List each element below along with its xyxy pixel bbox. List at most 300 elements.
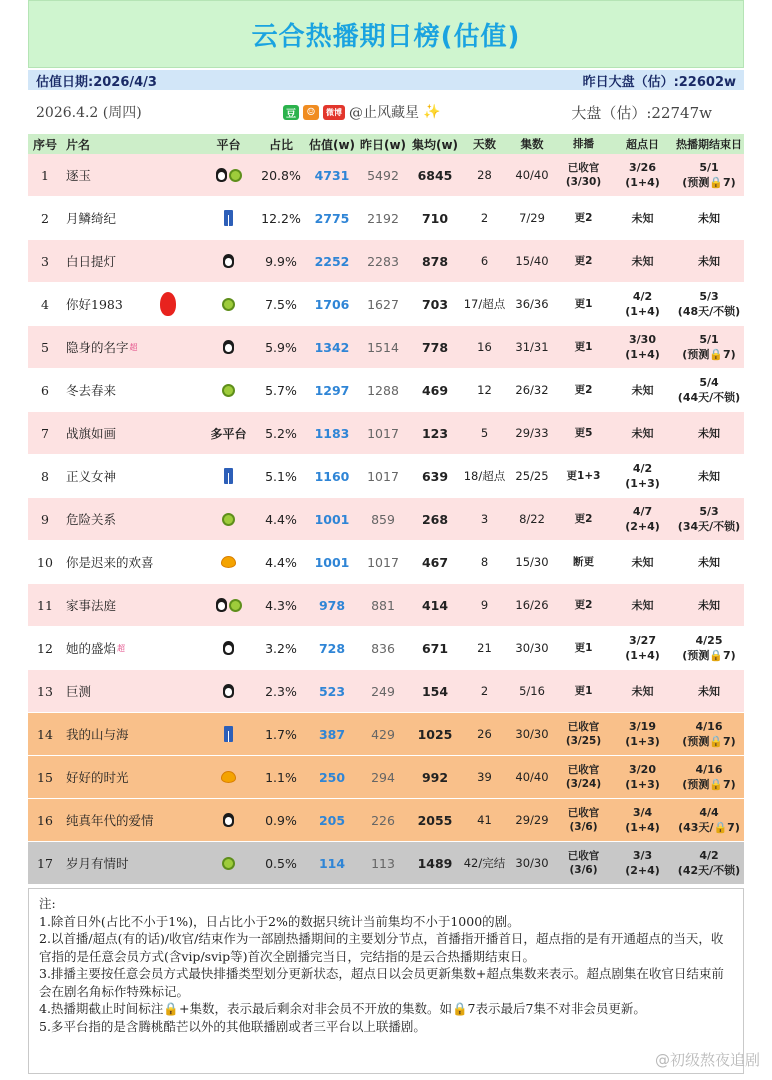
table-row (28, 455, 744, 498)
estimate-value: 205 (318, 812, 346, 828)
header-avg: 集均(w) (411, 137, 459, 152)
schedule (556, 211, 611, 225)
rank-no: 13 (37, 683, 53, 699)
episode-avg: 671 (421, 640, 449, 656)
title-cell (62, 166, 202, 184)
episode-avg: 469 (421, 382, 449, 398)
end-day-main: 4/4 (699, 806, 719, 819)
end-day (674, 211, 744, 226)
schedule-main: 更1 (574, 642, 593, 654)
show-title: 冬去春来 (66, 383, 117, 398)
peak-day (611, 289, 674, 319)
episode-avg: 467 (421, 554, 449, 570)
end-day (674, 289, 744, 319)
jeans-icon (224, 210, 233, 226)
schedule (556, 806, 611, 834)
end-day-sub: (预测🔒7) (682, 348, 736, 361)
episode-avg: 703 (421, 296, 449, 312)
end-day-main: 5/4 (699, 376, 719, 389)
share-pct: 0.9% (265, 812, 297, 828)
episode-count: 25/25 (515, 469, 549, 483)
end-day-main: 5/3 (699, 290, 719, 303)
rank-no: 1 (41, 167, 49, 183)
peak-day (611, 719, 674, 749)
note-line: 注: (39, 896, 56, 911)
show-title: 白日提灯 (66, 254, 117, 269)
schedule (556, 720, 611, 748)
estimate-value: 387 (318, 726, 346, 742)
schedule-main: 更2 (574, 255, 593, 267)
peak-day-sub: (1+3) (625, 735, 660, 748)
peak-day-main: 4/2 (632, 462, 653, 475)
header-sched: 排播 (573, 138, 594, 150)
days-count: 39 (477, 770, 492, 784)
peak-day-main: 3/19 (629, 720, 656, 733)
schedule-main: 断更 (573, 556, 594, 568)
watermark: @初级熬夜追剧 (654, 1051, 760, 1069)
schedule-sub: (3/24) (565, 778, 602, 790)
episode-count: 29/29 (515, 813, 549, 827)
schedule-sub: (3/25) (565, 735, 602, 747)
table-row (28, 412, 744, 455)
end-day-main: 4/2 (699, 849, 719, 862)
title-cell (62, 854, 202, 872)
schedule-main: 更1+3 (566, 470, 601, 482)
mango-icon (221, 556, 236, 568)
schedule-main: 已收官 (567, 850, 600, 862)
schedule-main: 更5 (574, 427, 593, 439)
header-platform: 平台 (216, 137, 241, 152)
title-banner (28, 0, 744, 68)
share-pct: 4.4% (265, 554, 297, 570)
days-count: 41 (477, 813, 492, 827)
end-day (674, 426, 744, 441)
end-day-sub: (48天/不锁) (677, 305, 741, 318)
show-title: 危险关系 (66, 512, 117, 527)
peak-day-main: 3/4 (632, 806, 653, 819)
peak-day (611, 461, 674, 491)
note-line: 1.除首日外(占比不小于1%)，日占比小于2%的数据只统计当前集均不小于1000的剧。 (39, 913, 520, 929)
peak-day (611, 555, 674, 570)
schedule-sub: (3/30) (565, 176, 602, 188)
peak-day-sub: (1+4) (625, 821, 660, 834)
kiwi-icon (229, 599, 242, 612)
episode-count: 40/40 (515, 770, 549, 784)
episode-count: 16/26 (515, 598, 549, 612)
show-title: 你好1983 (66, 297, 123, 312)
penguin-icon (223, 684, 234, 698)
title-cell (62, 252, 202, 270)
peak-day (611, 504, 674, 534)
schedule (556, 254, 611, 268)
peak-day (611, 633, 674, 663)
prev-value: 881 (371, 597, 395, 613)
episode-count: 40/40 (515, 168, 549, 182)
share-pct: 20.8% (261, 167, 301, 183)
schedule-main: 已收官 (567, 807, 600, 819)
estimate-value: 728 (318, 640, 346, 656)
kiwi-icon (222, 384, 235, 397)
share-pct: 5.9% (265, 339, 297, 355)
share-pct: 1.7% (265, 726, 297, 742)
end-day-main: 5/1 (699, 161, 719, 174)
table-row (28, 713, 744, 756)
share-pct: 12.2% (261, 210, 301, 226)
peak-day (611, 598, 674, 613)
end-day (674, 719, 744, 749)
prev-value: 836 (371, 640, 395, 656)
schedule (556, 297, 611, 311)
note-line: 4.热播期截止时间标注🔒+集数，表示最后剩余对非会员不开放的集数。如🔒7表示最后7集不对非会员更新。 (39, 1001, 646, 1016)
table-row (28, 799, 744, 842)
rank-no: 15 (37, 769, 53, 785)
show-title: 你是迟来的欢喜 (66, 555, 154, 570)
schedule (556, 426, 611, 440)
kiwi-icon (222, 513, 235, 526)
header-prev: 昨日(w) (359, 137, 407, 152)
peak-day-sub: (2+4) (625, 520, 660, 533)
douban-logo-icon: 豆 (283, 105, 299, 120)
peak-day-main: 4/2 (632, 290, 653, 303)
show-title: 岁月有情时 (66, 856, 129, 871)
penguin-icon (223, 340, 234, 354)
report-date: 2026.4.2 (周四) (36, 105, 142, 121)
end-day-sub: (44天/不锁) (677, 391, 741, 404)
platform-cell (202, 726, 255, 742)
end-day (674, 469, 744, 484)
kiwi-icon (229, 169, 242, 182)
table-row (28, 842, 744, 885)
peak-day (611, 254, 674, 269)
yesterday-total: 昨日大盘（估）:22602w (582, 74, 736, 90)
peak-day-main: 未知 (631, 211, 654, 225)
episode-avg: 154 (421, 683, 449, 699)
days-count: 9 (480, 598, 489, 612)
info-bar (28, 91, 744, 133)
schedule (556, 469, 611, 483)
title-cell (62, 381, 202, 399)
end-day-main: 未知 (698, 598, 720, 612)
prev-value: 1017 (367, 554, 399, 570)
prev-value: 1017 (367, 425, 399, 441)
show-title: 好好的时光 (66, 770, 129, 785)
schedule-main: 已收官 (567, 721, 600, 733)
peak-day-main: 未知 (631, 598, 654, 612)
peak-day-main: 未知 (631, 383, 654, 397)
end-day-sub: (34天/不锁) (677, 520, 741, 533)
end-day (674, 504, 744, 534)
peak-day-sub: (1+4) (625, 176, 660, 189)
estimate-value: 1342 (314, 339, 350, 355)
prev-value: 2192 (367, 210, 399, 226)
episode-avg: 2055 (417, 812, 453, 828)
schedule-main: 更2 (574, 212, 593, 224)
schedule (556, 555, 611, 569)
end-day-main: 4/16 (695, 720, 723, 733)
prev-value: 859 (371, 511, 395, 527)
header-no: 序号 (32, 137, 57, 152)
peak-day (611, 211, 674, 226)
peak-day-sub: (1+4) (625, 305, 660, 318)
end-day (674, 598, 744, 613)
end-day-main: 未知 (698, 555, 720, 569)
end-day (674, 848, 744, 878)
title-cell (62, 682, 202, 700)
page-title: 云合热播期日榜(估值) (251, 21, 521, 52)
peak-day (611, 160, 674, 190)
table-body (28, 154, 744, 885)
prev-value: 1514 (367, 339, 399, 355)
end-day-sub: (预测🔒7) (682, 649, 736, 662)
show-title: 我的山与海 (66, 727, 129, 742)
episode-count: 30/30 (515, 727, 549, 741)
platform-cell (202, 384, 255, 397)
estimate-value: 1297 (314, 382, 350, 398)
title-cell (62, 639, 202, 657)
rank-no: 6 (41, 382, 49, 398)
table-row (28, 670, 744, 713)
table-row (28, 541, 744, 584)
jeans-icon (224, 726, 233, 742)
penguin-icon (223, 813, 234, 827)
episode-count: 5/16 (519, 684, 545, 698)
note-line: 2.以首播/超点(有的话)/收官/结束作为一部剧热播期间的主要划分节点，首播指开播首日，超点指的是有开通超点的当天，收官指的是任意会员方式(含vip/svip等)首次全剧播完当日，完结指的是云合热播期结束日。 (39, 931, 724, 964)
peak-day-sub: (1+4) (625, 348, 660, 361)
platform-cell (202, 168, 255, 182)
days-count: 42/完结 (463, 856, 506, 870)
estimate-value: 250 (318, 769, 346, 785)
end-day (674, 375, 744, 405)
end-day-sub: (预测🔒7) (682, 735, 736, 748)
peak-day-main: 4/7 (632, 505, 653, 518)
weibo-badge-icon: 微博 (323, 105, 345, 120)
peak-day (611, 762, 674, 792)
header-end: 热播期结束日 (676, 137, 742, 151)
date-bar (28, 70, 744, 90)
red-sticker-icon (160, 292, 176, 316)
episode-avg: 123 (421, 425, 449, 441)
peak-day-sub: (2+4) (625, 864, 660, 877)
penguin-icon (216, 168, 227, 182)
note-line: 5.多平台指的是含腾桃酷芒以外的其他联播剧或者三平台以上联播剧。 (39, 1018, 426, 1034)
episode-avg: 778 (421, 339, 449, 355)
prev-value: 113 (371, 855, 395, 871)
kiwi-icon (222, 298, 235, 311)
peak-day-sub: (1+3) (625, 477, 660, 490)
title-cell (62, 811, 202, 829)
show-title: 纯真年代的爱情 (66, 813, 154, 828)
title-cell (62, 338, 202, 356)
title-cell (62, 596, 202, 614)
episode-count: 8/22 (519, 512, 545, 526)
days-count: 21 (477, 641, 492, 655)
peak-mark: 超 (117, 643, 126, 653)
prev-value: 2283 (367, 253, 399, 269)
today-total: 大盘（估）:22747w (571, 103, 712, 122)
table-row (28, 369, 744, 412)
share-pct: 4.3% (265, 597, 297, 613)
prev-value: 1627 (367, 296, 399, 312)
peak-day-main: 3/20 (629, 763, 656, 776)
peak-day-sub: (1+3) (625, 778, 660, 791)
episode-avg: 1489 (417, 855, 453, 871)
episode-count: 7/29 (519, 211, 545, 225)
days-count: 3 (480, 512, 489, 526)
end-day-sub: (预测🔒7) (682, 778, 736, 791)
rank-no: 2 (41, 210, 49, 226)
schedule-main: 更2 (574, 599, 593, 611)
prev-value: 5492 (367, 167, 399, 183)
estimate-value: 523 (318, 683, 346, 699)
estimate-value: 1001 (314, 511, 350, 527)
platform-cell (202, 556, 255, 568)
end-day-main: 未知 (698, 254, 720, 268)
header-eps: 集数 (520, 137, 544, 151)
header-pct: 占比 (268, 137, 293, 152)
schedule (556, 763, 611, 791)
peak-day-main: 3/26 (629, 161, 656, 174)
schedule (556, 598, 611, 612)
schedule-main: 更1 (574, 341, 593, 353)
prev-value: 1288 (367, 382, 399, 398)
schedule-main: 已收官 (567, 162, 600, 174)
peak-day-sub: (1+4) (625, 649, 660, 662)
episode-count: 15/30 (515, 555, 549, 569)
table-header (28, 134, 744, 154)
estimate-value: 2252 (314, 253, 350, 269)
episode-avg: 1025 (417, 726, 453, 742)
schedule-main: 已收官 (567, 764, 600, 776)
peak-day-main: 未知 (631, 426, 654, 440)
end-day-main: 未知 (698, 469, 720, 483)
platform-cell (202, 425, 255, 442)
rank-no: 5 (41, 339, 49, 355)
episode-avg: 268 (421, 511, 449, 527)
share-pct: 2.3% (265, 683, 297, 699)
end-day (674, 762, 744, 792)
peak-day (611, 848, 674, 878)
peak-day-main: 未知 (631, 555, 654, 569)
peak-mark: 超 (129, 342, 138, 352)
rank-no: 11 (37, 597, 53, 613)
end-day (674, 254, 744, 269)
note-line: 3.排播主要按任意会员方式最快排播类型划分更新状态，超点日以会员更新集数+超点集数来表示。超点剧集在收官日结束前会在剧名角标作特殊标记。 (39, 966, 724, 999)
estimate-value: 1160 (314, 468, 350, 484)
schedule (556, 684, 611, 698)
schedule (556, 512, 611, 526)
end-day-main: 未知 (698, 211, 720, 225)
estimate-value: 1001 (314, 554, 350, 570)
show-title: 战旗如画 (66, 426, 117, 441)
table-row (28, 154, 744, 197)
show-title: 巨测 (66, 684, 92, 699)
schedule (556, 340, 611, 354)
platform-cell (202, 771, 255, 783)
show-title: 家事法庭 (66, 598, 117, 613)
end-day-sub: (预测🔒7) (682, 176, 736, 189)
table-row (28, 326, 744, 369)
days-count: 12 (477, 383, 492, 397)
days-count: 26 (477, 727, 492, 741)
penguin-icon (223, 254, 234, 268)
header-value: 估值(w) (308, 137, 356, 152)
title-cell (62, 292, 202, 316)
share-pct: 5.2% (265, 425, 297, 441)
episode-avg: 710 (421, 210, 449, 226)
episode-count: 26/32 (515, 383, 549, 397)
schedule-sub: (3/6) (569, 821, 598, 833)
table-row (28, 627, 744, 670)
end-day-main: 4/25 (695, 634, 723, 647)
share-pct: 1.1% (265, 769, 297, 785)
author-handle: @止风藏星 (349, 105, 419, 121)
schedule (556, 849, 611, 877)
platform-cell (202, 684, 255, 698)
table-row (28, 584, 744, 627)
episode-avg: 639 (421, 468, 449, 484)
episode-count: 30/30 (515, 856, 549, 870)
episode-count: 29/33 (515, 426, 549, 440)
rank-no: 17 (37, 855, 53, 871)
peak-day-main: 未知 (631, 684, 654, 698)
show-title: 逐玉 (66, 168, 92, 183)
share-pct: 0.5% (265, 855, 297, 871)
share-pct: 9.9% (265, 253, 297, 269)
platform-cell (202, 254, 255, 268)
penguin-icon (216, 598, 227, 612)
prev-value: 429 (371, 726, 395, 742)
estimate-value: 2775 (314, 210, 350, 226)
episode-avg: 878 (421, 253, 449, 269)
penguin-icon (223, 641, 234, 655)
days-count: 6 (480, 254, 489, 268)
episode-avg: 6845 (417, 167, 453, 183)
ranking-table (28, 134, 744, 885)
platform-cell (202, 468, 255, 484)
days-count: 16 (477, 340, 492, 354)
title-cell (62, 209, 202, 227)
platform-cell (202, 210, 255, 226)
days-count: 28 (477, 168, 492, 182)
notes-box (28, 888, 744, 1074)
peak-day (611, 805, 674, 835)
platform-cell (202, 598, 255, 612)
table-row (28, 283, 744, 326)
platform-cell (202, 857, 255, 870)
end-day-sub: (42天/不锁) (677, 864, 741, 877)
jeans-icon (224, 468, 233, 484)
prev-value: 226 (371, 812, 395, 828)
end-day-main: 未知 (698, 684, 720, 698)
schedule (556, 641, 611, 655)
rank-no: 8 (41, 468, 49, 484)
header-days: 天数 (473, 137, 496, 151)
title-cell (62, 553, 202, 571)
table-row (28, 756, 744, 799)
end-day (674, 332, 744, 362)
title-cell (62, 510, 202, 528)
days-count: 8 (480, 555, 489, 569)
rank-no: 12 (37, 640, 53, 656)
episode-count: 31/31 (515, 340, 549, 354)
peak-day (611, 426, 674, 441)
schedule-main: 更2 (574, 384, 593, 396)
days-count: 2 (480, 211, 489, 225)
share-pct: 4.4% (265, 511, 297, 527)
end-day (674, 805, 744, 835)
show-title: 正义女神 (66, 469, 117, 484)
peak-day-main: 3/30 (629, 333, 656, 346)
